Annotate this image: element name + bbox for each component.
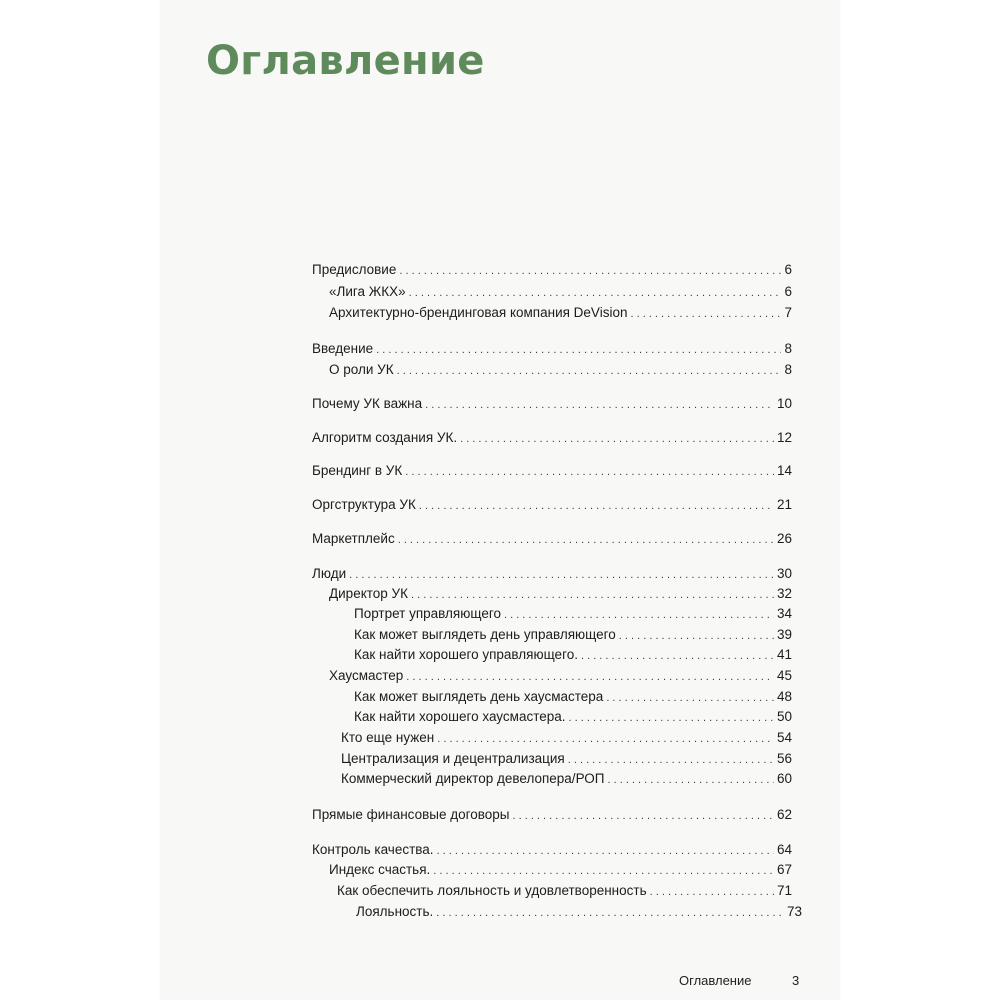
toc-entry[interactable] (354, 709, 792, 726)
toc-entry-page: 34 (776, 606, 792, 621)
toc-leader-dots (411, 587, 774, 603)
toc-entry-label: Как может выглядеть день хаусмастера (354, 689, 604, 704)
toc-entry-label: «Лига ЖКХ» (329, 284, 406, 299)
footer-page-number: 3 (792, 973, 800, 988)
toc-leader-dots (398, 532, 774, 548)
toc-entry-page: 32 (776, 586, 792, 601)
toc-leader-dots (512, 808, 773, 824)
toc-entry-page: 6 (784, 262, 792, 277)
toc-leader-dots (409, 285, 782, 301)
toc-entry-page: 30 (776, 566, 792, 581)
toc-entry-label: Алгоритм создания УК. (312, 430, 458, 445)
toc-entry-page: 7 (784, 305, 792, 320)
toc-leader-dots (568, 752, 774, 768)
toc-entry-label: Маркетплейс (312, 531, 395, 546)
toc-entry[interactable] (356, 904, 802, 921)
toc-leader-dots (581, 648, 774, 664)
toc-entry-label: Как обеспечить лояльность и удовлетворенность (337, 883, 647, 898)
toc-entry[interactable] (341, 730, 792, 747)
toc-leader-dots (569, 710, 774, 726)
toc-leader-dots (650, 884, 774, 900)
toc-entry-label: Коммерческий директор девелопера/РОП (341, 771, 605, 786)
toc-leader-dots (630, 306, 781, 322)
toc-entry[interactable] (312, 842, 792, 859)
toc-leader-dots (433, 863, 774, 879)
toc-entry-page: 8 (784, 341, 792, 356)
toc-leader-dots (397, 363, 782, 379)
toc-entry-label: Кто еще нужен (341, 730, 435, 745)
toc-entry-page: 21 (776, 497, 792, 512)
toc-leader-dots (606, 690, 774, 706)
toc-leader-dots (607, 772, 773, 788)
toc-entry[interactable] (329, 362, 792, 379)
toc-entry[interactable] (312, 262, 792, 279)
footer-section-title: Оглавление (679, 973, 752, 988)
toc-entry-page: 60 (776, 771, 792, 786)
toc-entry[interactable] (337, 883, 792, 900)
toc-entry-page: 62 (776, 807, 792, 822)
toc-entry-page: 14 (776, 463, 792, 478)
toc-entry-page: 54 (776, 730, 792, 745)
toc-entry[interactable] (312, 566, 792, 583)
toc-leader-dots (437, 843, 774, 859)
toc-entry-label: Хаусмастер (329, 668, 404, 683)
toc-leader-dots (619, 628, 774, 644)
toc-entry-label: Индекс счастья. (329, 862, 431, 877)
toc-entry-label: Как может выглядеть день управляющего (354, 627, 616, 642)
toc-leader-dots (504, 607, 774, 623)
toc-leader-dots (406, 669, 774, 685)
page-title: Оглавление (206, 38, 485, 84)
toc-entry-page: 50 (776, 709, 792, 724)
toc-entry[interactable] (312, 430, 792, 447)
toc-entry-page: 10 (776, 396, 792, 411)
toc-entry[interactable] (329, 586, 792, 603)
toc-entry-label: Портрет управляющего (354, 606, 501, 621)
toc-entry-page: 64 (776, 842, 792, 857)
toc-entry-label: Брендинг в УК (312, 463, 403, 478)
toc-entry-page: 56 (776, 751, 792, 766)
toc-entry-label: Предисловие (312, 262, 397, 277)
toc-entry-page: 41 (776, 647, 792, 662)
toc-entry[interactable] (329, 305, 792, 322)
toc-entry[interactable] (312, 463, 792, 480)
toc-entry[interactable] (312, 341, 792, 358)
toc-leader-dots (399, 263, 781, 279)
toc-leader-dots (419, 498, 774, 514)
toc-entry-label: Директор УК (329, 586, 408, 601)
toc-entry[interactable] (312, 396, 792, 413)
toc-entry-page: 73 (786, 904, 802, 919)
toc-entry-page: 67 (776, 862, 792, 877)
toc-entry[interactable] (329, 862, 792, 879)
toc-entry[interactable] (354, 606, 792, 623)
toc-entry[interactable] (329, 284, 792, 301)
toc-entry[interactable] (341, 751, 792, 768)
toc-entry-label: Как найти хорошего управляющего. (354, 647, 578, 662)
toc-leader-dots (376, 342, 781, 358)
toc-entry-label: Прямые финансовые договоры (312, 807, 510, 822)
toc-entry-label: Централизация и децентрализация (341, 751, 565, 766)
toc-entry[interactable] (354, 647, 792, 664)
toc-entry[interactable] (312, 531, 792, 548)
toc-entry-label: Контроль качества. (312, 842, 434, 857)
toc-leader-dots (460, 431, 774, 447)
toc-entry-label: Введение (312, 341, 374, 356)
toc-entry-page: 48 (776, 689, 792, 704)
toc-entry-page: 8 (784, 362, 792, 377)
toc-entry-page: 12 (776, 430, 792, 445)
toc-leader-dots (405, 464, 774, 480)
toc-entry-label: Лояльность. (356, 904, 434, 919)
toc-entry[interactable] (312, 497, 792, 514)
toc-entry-page: 26 (776, 531, 792, 546)
toc-entry-page: 45 (776, 668, 792, 683)
toc-entry[interactable] (341, 771, 792, 788)
toc-entry[interactable] (354, 627, 792, 644)
toc-leader-dots (349, 567, 774, 583)
toc-entry-page: 71 (776, 883, 792, 898)
toc-entry-label: Люди (312, 566, 347, 581)
toc-entry-label: Как найти хорошего хаусмастера. (354, 709, 566, 724)
toc-entry-label: Оргструктура УК (312, 497, 416, 512)
toc-entry-page: 39 (776, 627, 792, 642)
toc-entry[interactable] (354, 689, 792, 706)
toc-entry-label: Почему УК важна (312, 396, 423, 411)
toc-entry-page: 6 (784, 284, 792, 299)
toc-entry-label: Архитектурно-брендинговая компания DeVision (329, 305, 628, 320)
toc-leader-dots (437, 731, 774, 747)
toc-leader-dots (436, 905, 784, 921)
toc-leader-dots (425, 397, 774, 413)
toc-entry-label: О роли УК (329, 362, 394, 377)
toc-entry[interactable] (312, 807, 792, 824)
toc-entry[interactable] (329, 668, 792, 685)
